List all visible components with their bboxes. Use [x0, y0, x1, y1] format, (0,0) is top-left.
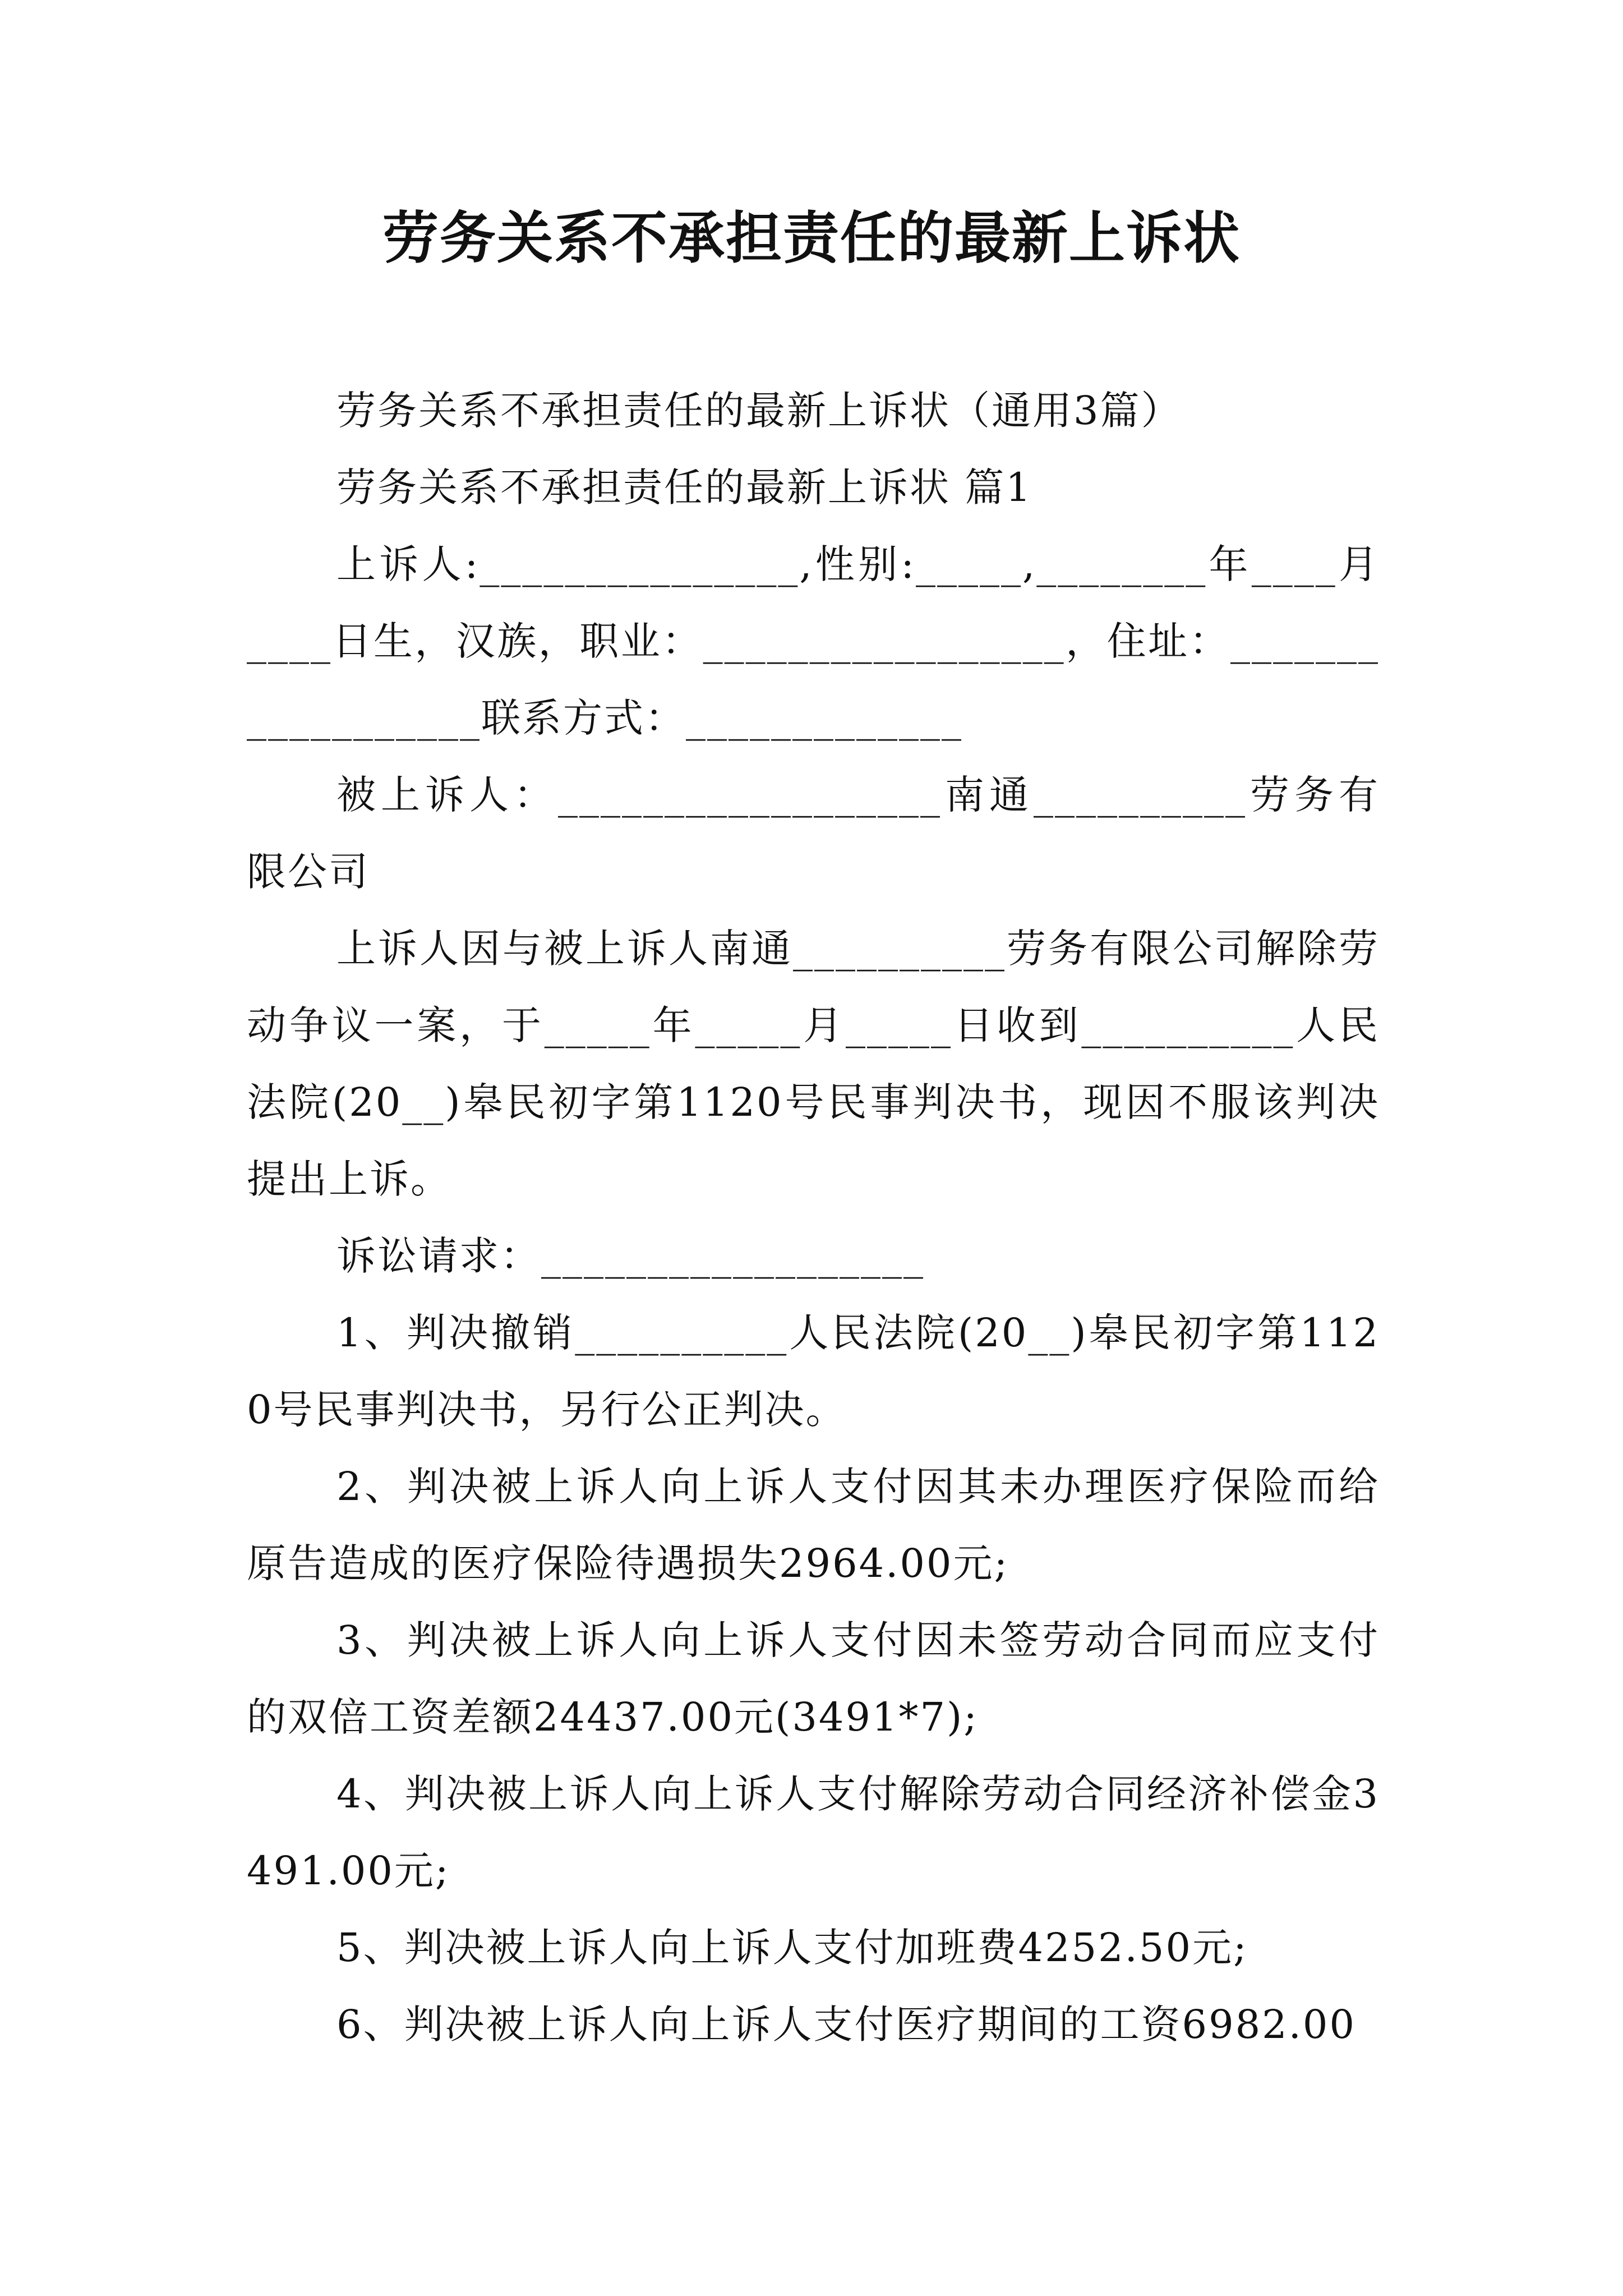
paragraph-case-intro: 上诉人因与被上诉人南通__________劳务有限公司解除劳动争议一案，于_____年_____月_____日收到__________人民法院(20__)皋民初字第1120号民事判决书，现因不服该判决提出上诉。: [247, 926, 1380, 1202]
paragraph-claim-1: 1、判决撤销__________人民法院(20__)皋民初字第1120号民事判决书，另行公正判决。: [247, 1310, 1380, 1433]
document-body: [247, 372, 1380, 2063]
paragraph-appellant: 上诉人:_______________,性别:_____,________年____月____日生，汉族，职业：_________________，住址：__________________联系方式：_____________: [247, 541, 1380, 741]
paragraph-appellee: 被上诉人：__________________南通__________劳务有限公司: [247, 772, 1380, 895]
paragraph-claim-3: 3、判决被上诉人向上诉人支付因未签劳动合同而应支付的双倍工资差额24437.00元(3491*7);: [247, 1617, 1380, 1740]
paragraph-claims-heading: 诉讼请求：__________________: [336, 1233, 925, 1279]
paragraph-subtitle: 劳务关系不承担责任的最新上诉状（通用3篇）: [336, 388, 1182, 434]
document-title: 劳务关系不承担责任的最新上诉状: [382, 205, 1241, 271]
paragraph-claim-2: 2、判决被上诉人向上诉人支付因其未办理医疗保险而给原告造成的医疗保险待遇损失2964.00元;: [247, 1464, 1380, 1586]
paragraph-claim-5: 5、判决被上诉人向上诉人支付加班费4252.50元;: [336, 1925, 1248, 1971]
paragraph-claim-4: 4、判决被上诉人向上诉人支付解除劳动合同经济补偿金3491.00元;: [247, 1771, 1380, 1894]
paragraph-claim-6: 6、判决被上诉人向上诉人支付医疗期间的工资6982.00: [336, 2001, 1357, 2047]
paragraph-section-heading: 劳务关系不承担责任的最新上诉状 篇1: [336, 464, 1032, 510]
